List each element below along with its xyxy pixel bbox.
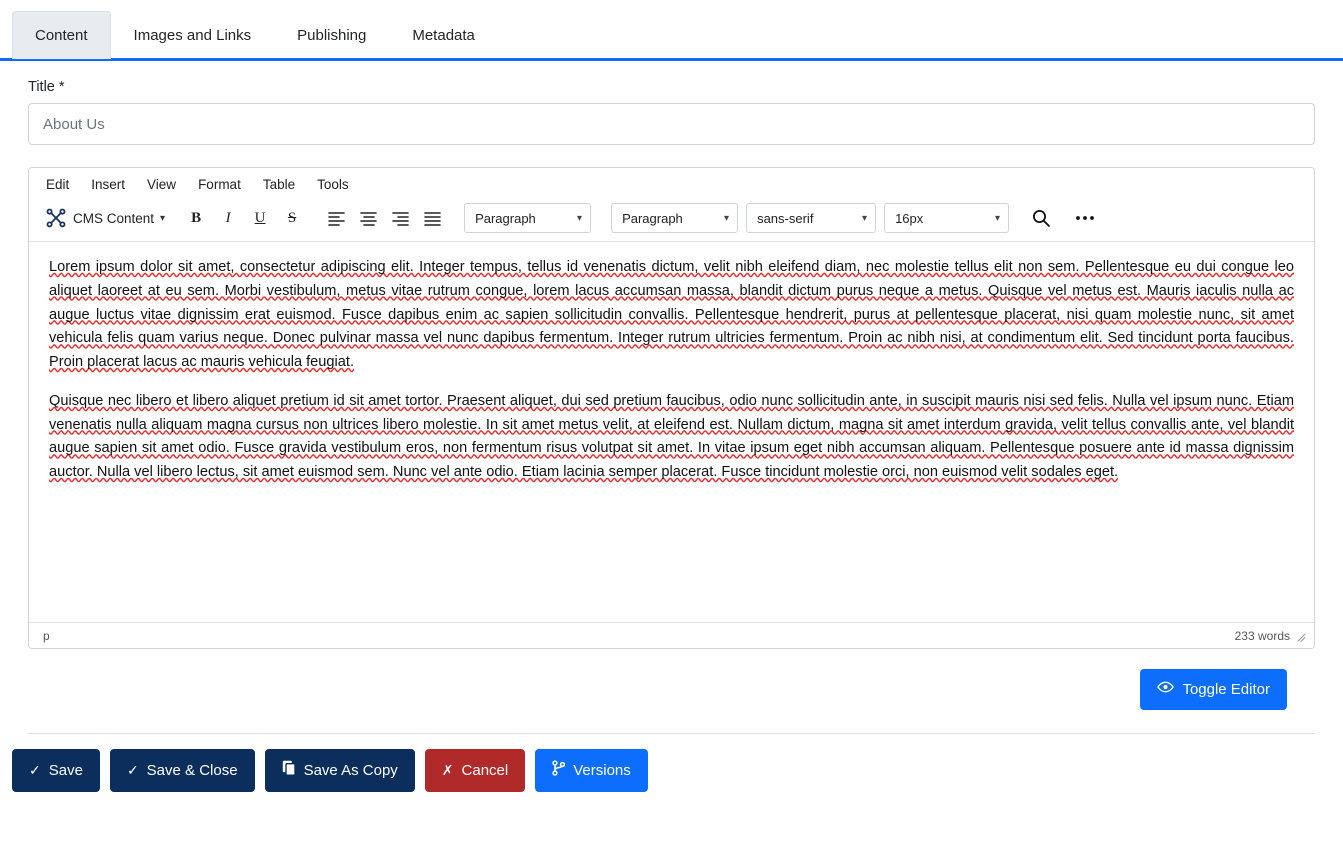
tab-images-and-links[interactable]: [111, 11, 275, 59]
align-left-icon[interactable]: [321, 203, 351, 233]
italic-icon[interactable]: I: [225, 209, 231, 226]
strikethrough-icon[interactable]: S: [287, 209, 297, 226]
save-as-copy-button[interactable]: [265, 749, 415, 792]
x-icon: ✗: [441, 762, 454, 779]
cms-content-button[interactable]: [37, 203, 173, 233]
more-options-icon[interactable]: [1070, 203, 1100, 233]
tab-label: Publishing: [297, 27, 367, 44]
action-toolbar: [0, 734, 1343, 792]
editor-paragraph: Quisque nec libero et libero aliquet pretium id sit amet tortor. Praesent aliquet, dui sed pretium faucibus, odio nunc sollicitudin ante, in suscipit mauris nisi sed felis. Nulla vel ipsum nunc. Etiam venenatis nulla aliquam magna cursus non ultrices libero molestie. In sit amet metus velit, at eleifend est. Nullam dictum, magna sit amet interdum gravida, velit tellus convallis ante, vel blandit augue sapien sit amet odio. Fusce gravida vestibulum eros, non fermentum risus volutpat sit amet. In vitae ipsum eget nibh accumsan aliquam. Pellentesque posuere ante id massa dignissim auctor. Nulla vel libero lectus, sit amet euismod sem. Nunc vel ante odio. Etiam lacinia semper placerat. Fusce tincidunt molestie orci, non euismod velit sodales eget.: [49, 392, 1294, 481]
style-value: Paragraph: [622, 210, 683, 226]
menu-tools[interactable]: Tools: [317, 177, 349, 192]
font-size-value: 16px: [895, 210, 924, 226]
cms-content-label: CMS Content: [73, 210, 155, 226]
content-form: [0, 61, 1343, 734]
editor-toolbar: [29, 199, 1314, 242]
check-icon: ✓: [29, 762, 41, 779]
block-format-select[interactable]: [464, 203, 591, 233]
check-icon: ✓: [126, 762, 139, 779]
menu-view[interactable]: View: [147, 177, 177, 192]
toggle-editor-row: [28, 649, 1315, 710]
font-family-select[interactable]: [746, 203, 876, 233]
joomla-logo-icon: [45, 207, 67, 229]
branch-icon: [552, 760, 565, 781]
cancel-label: Cancel: [461, 761, 509, 779]
rich-text-editor: [28, 167, 1315, 649]
resize-handle-icon[interactable]: [1296, 630, 1308, 642]
word-count: 233 words: [1234, 628, 1290, 643]
save-button[interactable]: [12, 749, 100, 792]
block-format-value: Paragraph: [475, 210, 536, 226]
chevron-down-icon: ▾: [160, 212, 166, 224]
tab-publishing[interactable]: [274, 11, 389, 59]
menu-table[interactable]: Table: [262, 177, 296, 192]
align-right-icon[interactable]: [385, 203, 415, 233]
font-size-select[interactable]: [884, 203, 1009, 233]
chevron-down-icon: ▾: [577, 212, 583, 224]
chevron-down-icon: ▾: [724, 212, 730, 224]
toggle-editor-button[interactable]: [1140, 669, 1287, 710]
editor-status-bar: [29, 622, 1314, 648]
menu-insert[interactable]: Insert: [91, 177, 126, 192]
versions-label: Versions: [573, 761, 631, 779]
toggle-editor-label: Toggle Editor: [1182, 680, 1270, 698]
title-label: Title *: [28, 79, 65, 95]
tab-metadata[interactable]: [389, 11, 498, 59]
save-label: Save: [48, 761, 83, 779]
save-as-copy-label: Save As Copy: [303, 761, 398, 779]
tab-content[interactable]: [12, 11, 111, 59]
menu-edit[interactable]: Edit: [46, 177, 70, 192]
tab-bar: [0, 0, 1343, 61]
editor-menubar: [29, 168, 1314, 199]
versions-button[interactable]: [535, 749, 648, 792]
align-justify-icon[interactable]: [417, 203, 447, 233]
title-input[interactable]: [28, 103, 1315, 145]
menu-format[interactable]: Format: [198, 177, 241, 192]
tab-label: Content: [35, 27, 88, 44]
copy-icon: [282, 760, 296, 781]
save-close-label: Save & Close: [146, 761, 238, 779]
cancel-button[interactable]: [425, 749, 525, 792]
editor-paragraph: Lorem ipsum dolor sit amet, consectetur adipiscing elit. Integer tempus, tellus id venenatis dictum, velit nibh eleifend diam, nec molestie tellus elit non sem. Pellentesque eu dui congue leo aliquet laoreet at eu sem. Morbi vestibulum, metus vitae rutrum congue, lorem lacus accumsan massa, blandit dictum purus neque a metus. Quisque vel metus est. Mauris iaculis nulla ac augue luctus vitae dignissim erat euismod. Fusce dapibus enim ac sapien sollicitudin convallis. Pellentesque hendrerit, purus at pellentesque placerat, nisi quam molestie nunc, sit amet vehicula felis quam varius neque. Donec pulvinar massa vel nunc dapibus fermentum. Integer rutrum ultricies fermentum. Proin ac nibh nisi, at condimentum elit. Sed tincidunt porta faucibus. Proin placerat lacus ac mauris vehicula feugiat.: [49, 259, 1294, 371]
editor-content-area[interactable]: [29, 242, 1314, 622]
style-select[interactable]: [611, 203, 738, 233]
font-family-value: sans-serif: [757, 210, 814, 226]
save-close-button[interactable]: [110, 749, 255, 792]
tab-label: Metadata: [412, 27, 475, 44]
align-center-icon[interactable]: [353, 203, 383, 233]
element-path[interactable]: p: [43, 628, 50, 643]
tab-label: Images and Links: [133, 27, 252, 44]
chevron-down-icon: ▾: [862, 212, 868, 224]
underline-icon[interactable]: U: [254, 209, 266, 226]
chevron-down-icon: ▾: [995, 212, 1001, 224]
eye-icon: [1157, 680, 1174, 699]
bold-icon[interactable]: B: [191, 209, 202, 226]
search-icon[interactable]: [1026, 203, 1056, 233]
